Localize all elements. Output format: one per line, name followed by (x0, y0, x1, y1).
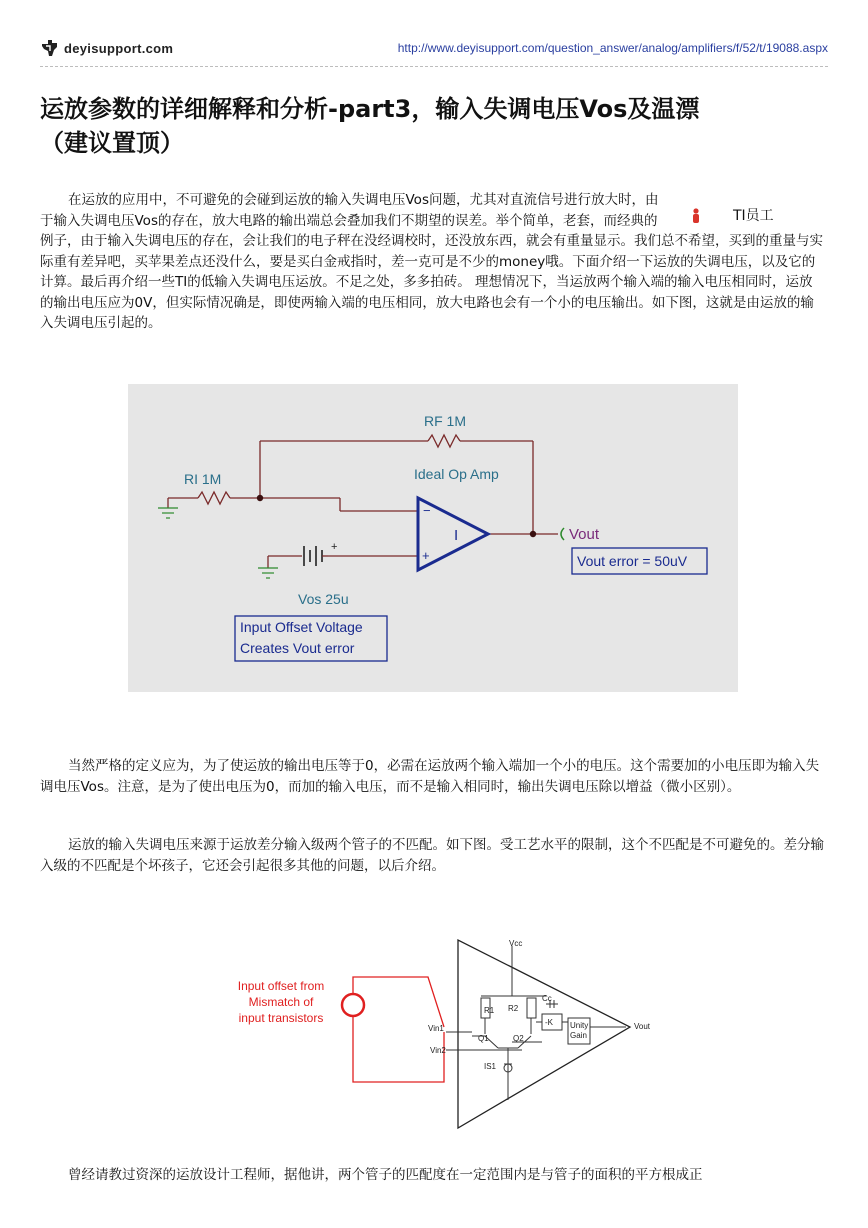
note-line-2: Creates Vout error (240, 640, 355, 656)
output-terminal-icon (561, 528, 564, 540)
vout-label: Vout (634, 1022, 651, 1031)
junction-node-input (257, 495, 263, 501)
source-url[interactable]: http://www.deyisupport.com/question_answer/analog/amplifiers/f/52/t/19088.aspx (397, 41, 828, 55)
is1-label: IS1 (484, 1062, 497, 1071)
vin1-label: Vin1 (428, 1024, 444, 1033)
mismatch-marker-icon (342, 994, 364, 1016)
opamp-inner-label: I (454, 527, 459, 544)
k-label: -K (545, 1018, 553, 1027)
paragraph-matching: 曾经请教过资深的运放设计工程师，据他讲，两个管子的匹配度在一定范围内是与管子的面积的平方根成正 (68, 1167, 703, 1183)
paragraph-mismatch: 运放的输入失调电压来源于运放差分输入级两个管子的不匹配。如下图。受工艺水平的限制，这个不匹配是不可避免的。差分输入级的不匹配是个坏孩子，它还会引起很多其他的问题，以后介绍。 (40, 837, 824, 874)
header-divider (40, 66, 828, 67)
r2-label: R2 (508, 1004, 519, 1013)
battery-plus-label: + (331, 541, 338, 553)
plus-input-label: + (422, 548, 430, 563)
figure-offset-circuit (128, 384, 738, 692)
page-title (40, 92, 830, 160)
person-icon (692, 208, 700, 224)
title-line-2: （建议置顶） (40, 129, 184, 157)
cc-label: Cc (542, 994, 552, 1003)
page-header (40, 38, 828, 62)
opamp-name-label: Ideal Op Amp (414, 466, 499, 482)
paragraph-definition: 当然严格的定义应为，为了使运放的输出电压等于0，必需在运放两个输入端加一个小的电压。这个需要加的小电压即为输入失调电压Vos。注意，是为了使出电压为0，而加的输入电压，而不是输入相同时，输出失调电压除以增益（微小区别）。 (40, 758, 820, 795)
vout-label: Vout (569, 526, 600, 543)
vin2-label: Vin2 (430, 1046, 446, 1055)
r1-label: R1 (484, 1006, 495, 1015)
title-line-1: 运放参数的详细解释和分析-part3，输入失调电压Vos及温漂 (40, 95, 700, 123)
q2-label: Q2 (513, 1034, 524, 1043)
red-note-line-1: Input offset from (237, 979, 325, 993)
vcc-label: Vcc (509, 939, 523, 948)
unity-label-1: Unity (570, 1021, 589, 1030)
unity-label-2: Gain (570, 1031, 587, 1040)
vout-error-label: Vout error = 50uV (577, 553, 688, 569)
author-badge (666, 190, 826, 230)
minus-input-label: − (423, 503, 431, 518)
input-stage-diagram (222, 932, 662, 1132)
site-logo[interactable] (40, 38, 173, 58)
red-note-line-2: Mismatch of (248, 995, 314, 1009)
ri-label: RI 1M (184, 471, 222, 487)
texas-instruments-logo-icon (40, 38, 60, 58)
author-role: TI员工 (733, 208, 774, 224)
rf-label: RF 1M (424, 413, 466, 429)
paragraph-intro (40, 190, 826, 334)
vos-label: Vos 25u (298, 591, 349, 607)
note-line-1: Input Offset Voltage (240, 619, 363, 635)
paragraph-intro-text: 在运放的应用中，不可避免的会碰到运放的输入失调电压Vos问题，尤其对直流信号进行放大时，由于输入失调电压Vos的存在，放大电路的输出端总会叠加我们不期望的误差。举个简单，老套，而经典的例子，由于输入失调电压的存在，会让我们的电子秤在没经调校时，还没放东西，就会有重量显示。我们总不希望，买到的重量与实际重有差异吧，买苹果差点还没什么，要是买白金戒指时，差一克可是不少的money哦。下面介绍一下运放的失调电压，以及它的计算。最后再介绍一些TI的低输入失调电压运放。不足之处，多多拍砖。 理想情况下，当运放两个输入端的输入电压相同时，运放的输出电压应为0V，但实际情况确是，即使两输入端的电压相同，放大电路也会有一个小的电压输出。如下图，这就是由运放的输入失调电压引起的。 (40, 192, 823, 331)
red-note-line-3: input transistors (238, 1011, 324, 1025)
battery-icon (304, 546, 322, 566)
q1-label: Q1 (478, 1034, 489, 1043)
offset-circuit-diagram (128, 384, 738, 692)
junction-node-output (530, 531, 536, 537)
site-name: deyisupport.com (64, 40, 174, 56)
figure-input-stage (222, 932, 662, 1132)
